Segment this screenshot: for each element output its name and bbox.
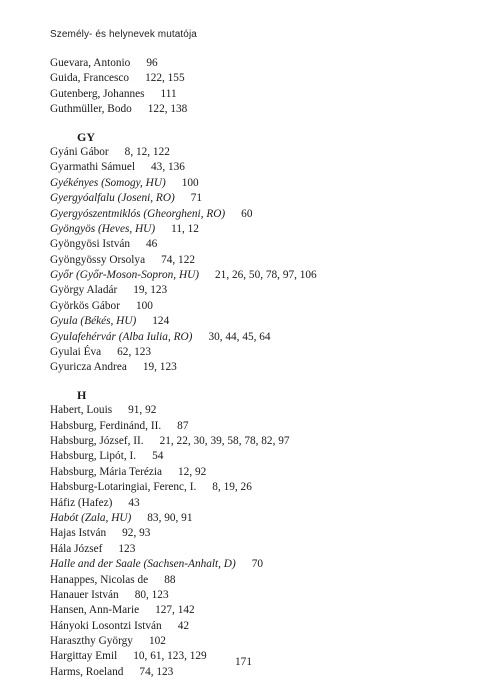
running-header: Személy- és helynevek mutatója (50, 29, 197, 40)
index-entry (50, 603, 450, 618)
index-entry (50, 283, 450, 298)
place-name: Habót (Zala, HU) (50, 511, 132, 524)
page-references: 122, 155 (145, 72, 185, 85)
person-name: Hargittay Emil (50, 650, 118, 663)
index-entry (50, 619, 450, 634)
page-references: 11, 12 (171, 222, 199, 235)
index-entry (50, 511, 450, 526)
index-entry (50, 253, 450, 268)
person-name: Guevara, Antonio (50, 57, 131, 69)
person-name: Habsburg, Mária Terézia (50, 465, 163, 478)
index-entry (50, 419, 450, 434)
page-references: 83, 90, 91 (147, 511, 193, 524)
index-entry (50, 191, 450, 206)
page-references: 12, 92 (178, 465, 207, 478)
person-name: Hanauer István (50, 588, 119, 601)
page-references: 19, 123 (133, 284, 168, 297)
index-entry (50, 71, 450, 86)
index-entry (50, 360, 450, 375)
page-references: 10, 61, 123, 129 (133, 650, 207, 663)
person-name: Hajas István (50, 527, 107, 540)
place-name: Gyulafehérvár (Alba Iulia, RO) (50, 330, 193, 343)
index-entry (50, 268, 450, 283)
index-entry (50, 557, 450, 572)
page-references: 8, 12, 122 (124, 145, 170, 158)
index-entry (50, 222, 450, 237)
index-entry (50, 330, 450, 345)
index-entry (50, 314, 450, 329)
page-references: 21, 26, 50, 78, 97, 106 (215, 269, 317, 282)
page-references: 100 (181, 176, 199, 189)
page-references: 96 (146, 57, 158, 69)
place-name: Gyula (Békés, HU) (50, 315, 137, 328)
person-name: Hanappes, Nicolas de (50, 573, 149, 586)
person-name: Gyáni Gábor (50, 145, 109, 158)
page-references: 100 (135, 299, 153, 312)
page-references: 42 (177, 619, 189, 632)
page-references: 87 (177, 419, 189, 432)
page-references: 122, 138 (147, 103, 188, 116)
page-references: 102 (148, 635, 166, 648)
page-references: 123 (118, 542, 136, 555)
section-gap (50, 118, 450, 130)
page-references: 43 (128, 496, 140, 509)
page-references: 71 (190, 192, 203, 205)
person-name: Guida, Francesco (50, 72, 130, 85)
index-entry (50, 542, 450, 557)
index-entry (50, 176, 450, 191)
index-entry (50, 588, 450, 603)
page-references: 46 (146, 238, 158, 251)
person-name: Harms, Roeland (50, 665, 124, 678)
person-name: Habsburg, József, II. (50, 434, 144, 447)
index-entry (50, 56, 450, 71)
index-entries (50, 56, 450, 680)
person-name: Hála József (50, 542, 103, 555)
page-references: 127, 142 (155, 604, 195, 617)
page-references: 111 (160, 87, 177, 100)
index-entry (50, 102, 450, 117)
index-entry (50, 299, 450, 314)
page-references: 92, 93 (122, 527, 151, 540)
index-entry (50, 403, 450, 418)
page-references: 60 (241, 207, 253, 220)
place-name: Győr (Győr-Moson-Sopron, HU) (50, 269, 200, 282)
page-references: 80, 123 (134, 588, 169, 601)
index-entry (50, 634, 450, 649)
person-name: Habert, Louis (50, 404, 113, 417)
person-name: György Aladár (50, 284, 118, 297)
index-entry (50, 480, 450, 495)
page-references: 91, 92 (128, 404, 157, 417)
person-name: Gyöngyössy Orsolya (50, 253, 146, 266)
page-references: 54 (152, 450, 164, 463)
index-entry (50, 465, 450, 480)
page-references: 74, 123 (139, 665, 174, 678)
index-entry (50, 207, 450, 222)
index-entry (50, 449, 450, 464)
index-entry (50, 345, 450, 360)
person-name: Haraszthy György (50, 635, 133, 648)
person-name: Gutenberg, Johannes (50, 87, 145, 100)
page-number: 171 (235, 656, 252, 668)
page-references: 74, 122 (161, 253, 195, 266)
section-gap (50, 376, 450, 388)
person-name: Habsburg, Ferdinánd, II. (50, 419, 162, 432)
index-entry (50, 526, 450, 541)
index-entry (50, 496, 450, 511)
index-entry (50, 87, 450, 102)
place-name: Gyergyóalfalu (Joseni, RO) (50, 192, 175, 205)
place-name: Gyergyószentmiklós (Gheorgheni, RO) (50, 207, 226, 220)
section-letter: H (77, 387, 87, 402)
page-references: 124 (152, 315, 170, 328)
person-name: Gyulai Éva (50, 346, 102, 359)
place-name: Gyöngyös (Heves, HU) (50, 222, 156, 235)
page-references: 70 (251, 558, 264, 571)
person-name: Hányoki Losontzi István (50, 619, 162, 632)
person-name: Györkös Gábor (50, 299, 120, 312)
page-references: 8, 19, 26 (212, 481, 252, 494)
page-references: 62, 123 (117, 346, 152, 359)
index-entry (50, 160, 450, 175)
index-entry (50, 573, 450, 588)
page-references: 21, 22, 30, 39, 58, 78, 82, 97 (159, 434, 290, 447)
page-references: 43, 136 (151, 161, 185, 174)
index-entry (50, 145, 450, 160)
person-name: Gyarmathi Sámuel (50, 161, 136, 174)
person-name: Gyöngyösi István (50, 238, 131, 251)
person-name: Habsburg-Lotaringiai, Ferenc, I. (50, 481, 197, 494)
person-name: Gyuricza Andrea (50, 361, 127, 374)
place-name: Halle and der Saale (Sachsen-Anhalt, D) (50, 558, 236, 571)
index-entry (50, 434, 450, 449)
place-name: Gyékényes (Somogy, HU) (50, 176, 166, 189)
person-name: Háfiz (Hafez) (50, 496, 113, 509)
section-letter: GY (77, 129, 95, 144)
page-references: 19, 123 (142, 361, 177, 374)
page-references: 88 (164, 573, 176, 586)
page-references: 30, 44, 45, 64 (208, 330, 271, 343)
index-entry (50, 237, 450, 252)
person-name: Hansen, Ann-Marie (50, 604, 140, 617)
person-name: Guthmüller, Bodo (50, 103, 132, 116)
person-name: Habsburg, Lipót, I. (50, 450, 137, 463)
